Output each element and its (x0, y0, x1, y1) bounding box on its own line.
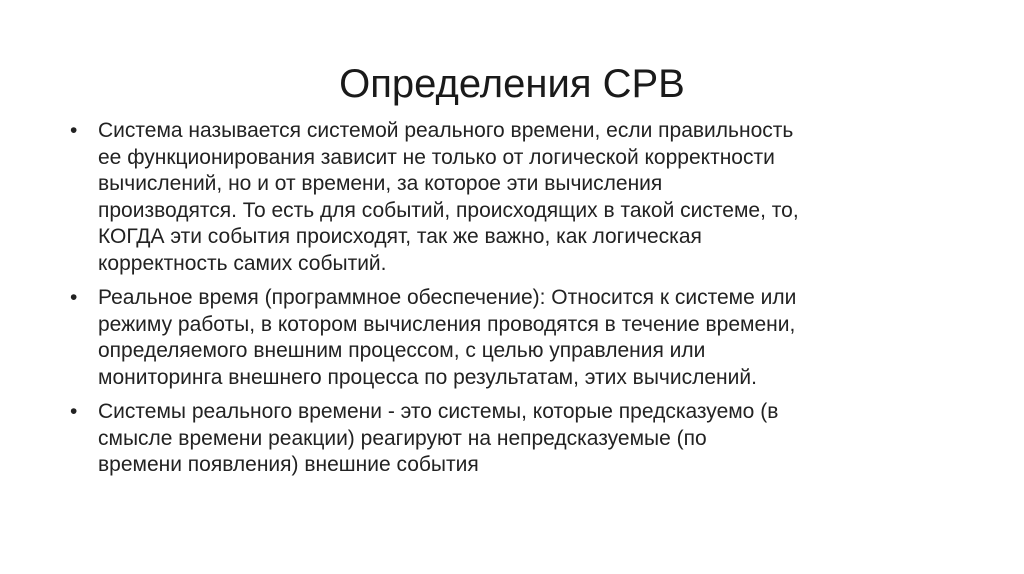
bullet-point-icon: • (70, 119, 78, 142)
bullet-text-line: мониторинга внешнего процесса по результатам, этих вычислений. (98, 365, 757, 389)
bullet-text-line: вычислений, но и от времени, за которое эти вычисления (98, 172, 663, 195)
bullet-text-line: КОГДА эти события происходят, так же важно, как логическая (98, 225, 702, 248)
bullet-text-line: Системы реального времени - это системы, которые предсказуемо (в (98, 400, 779, 423)
bullet-point-icon: • (70, 286, 78, 309)
bullet-text-line: Система называется системой реального времени, если правильность (98, 119, 794, 142)
bullet-text-line: смысле времени реакции) реагируют на непредсказуемые (по (98, 426, 707, 450)
bullet-text-line: ее функционирования зависит не только от логической корректности (98, 145, 775, 169)
bullet-text-line: корректность самих событий. (98, 251, 387, 275)
bullet-item-real-time-software (70, 285, 950, 391)
bullet-point-icon: • (70, 400, 78, 423)
bullet-text-line: времени появления) внешние события (98, 453, 479, 476)
bullet-item-real-time-systems (70, 399, 950, 479)
bullet-list (70, 118, 950, 487)
bullet-text-line: Реальное время (программное обеспечение): Относится к системе или (98, 286, 797, 309)
bullet-text-line: производятся. То есть для событий, происходящих в такой системе, то, (98, 198, 799, 222)
bullet-text-line: определяемого внешним процессом, с целью управления или (98, 339, 706, 362)
slide-title: Определения СРВ (339, 62, 685, 106)
bullet-item-definition (70, 118, 950, 277)
bullet-text-line: режиму работы, в котором вычисления проводятся в течение времени, (98, 312, 796, 336)
